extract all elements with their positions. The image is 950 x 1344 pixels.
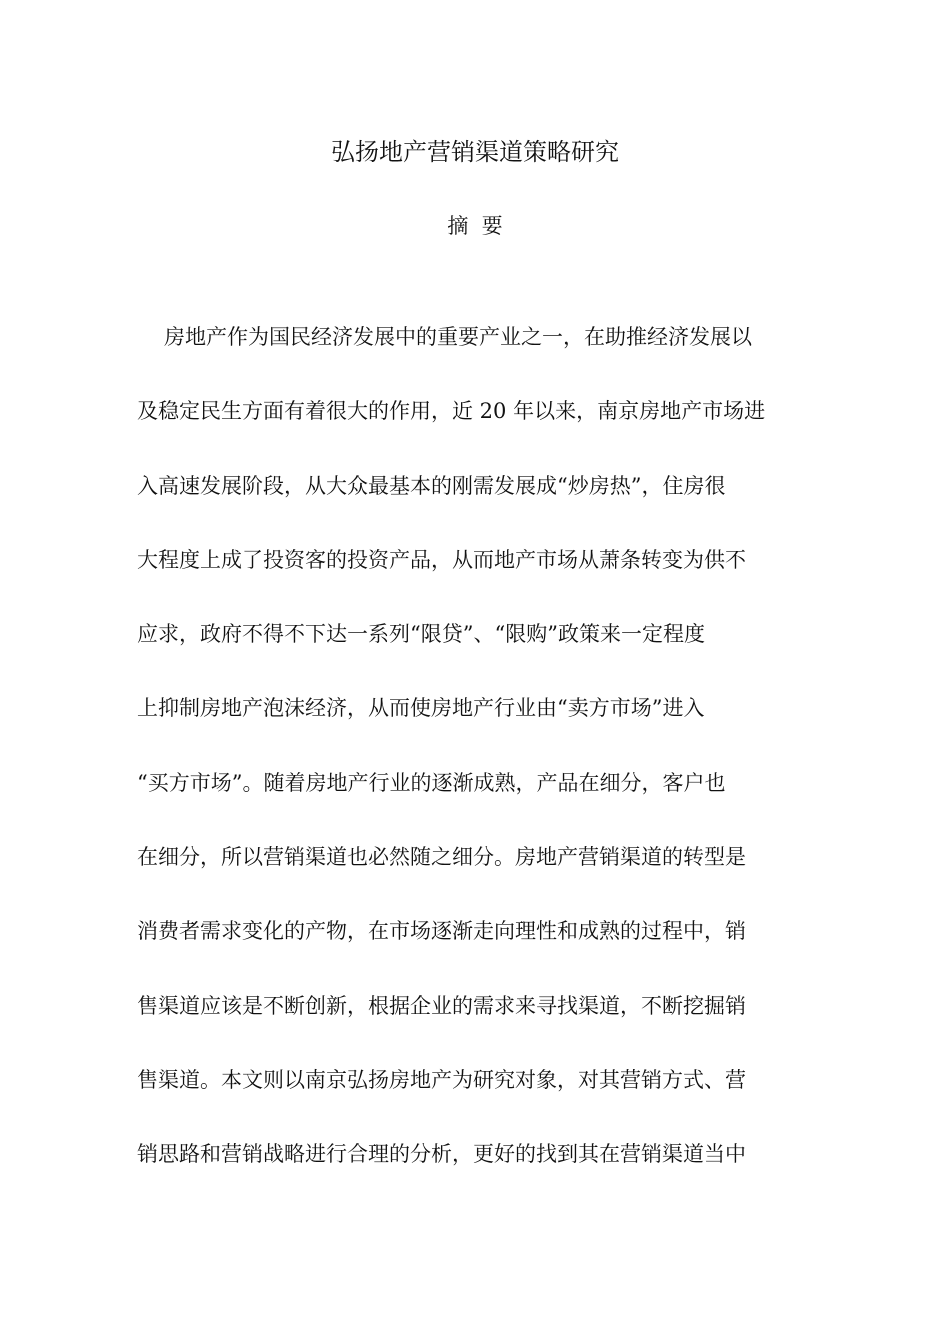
abstract-line: 售渠道应该是不断创新，根据企业的需求来寻找渠道，不断挖掘销 (137, 993, 746, 1018)
abstract-line: “买方市场”。随着房地产行业的逐渐成熟，产品在细分，客户也 (137, 770, 726, 795)
abstract-line: 入高速发展阶段，从大众最基本的刚需发展成“炒房热”，住房很 (137, 473, 726, 498)
abstract-line: 上抑制房地产泡沫经济，从而使房地产行业由“卖方市场”进入 (137, 696, 705, 721)
abstract-line: 大程度上成了投资客的投资产品，从而地产市场从萧条转变为供不 (137, 547, 746, 572)
abstract-line: 在细分，所以营销渠道也必然随之细分。房地产营销渠道的转型是 (137, 845, 746, 870)
abstract-line: 及稳定民生方面有着很大的作用，近 20 年以来，南京房地产市场进 (137, 399, 766, 424)
document-title: 弘扬地产营销渠道策略研究 (331, 138, 619, 166)
abstract-body (137, 317, 797, 1209)
abstract-line: 销思路和营销战略进行合理的分析，更好的找到其在营销渠道当中 (137, 1142, 746, 1167)
abstract-line: 售渠道。本文则以南京弘扬房地产为研究对象，对其营销方式、营 (137, 1067, 746, 1092)
abstract-line: 消费者需求变化的产物，在市场逐渐走向理性和成熟的过程中，销 (137, 919, 746, 944)
abstract-line: 房地产作为国民经济发展中的重要产业之一，在助推经济发展以 (164, 325, 752, 349)
abstract-line: 应求，政府不得不下达一系列“限贷”、“限购”政策来一定程度 (137, 622, 705, 647)
abstract-heading: 摘 要 (447, 214, 503, 238)
